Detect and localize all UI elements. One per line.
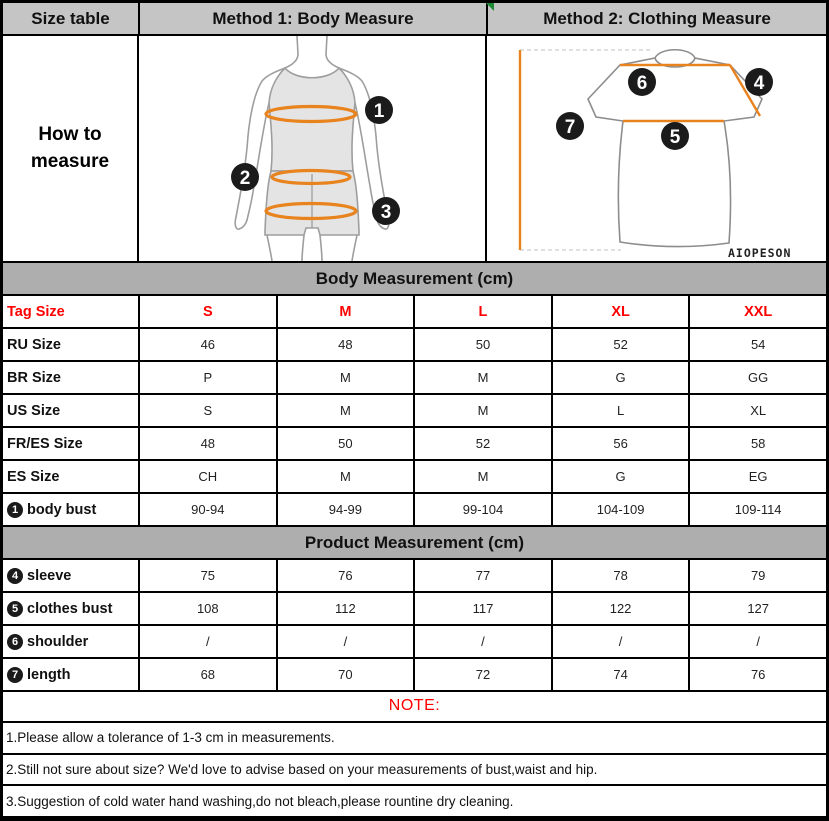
body-table-row-0 xyxy=(3,329,826,362)
body-table-cell-2-3: L xyxy=(553,395,691,426)
body-table-cell-4-3: G xyxy=(553,461,691,492)
marker-1: 1 xyxy=(373,101,385,122)
method2-heading-label: Method 2: Clothing Measure xyxy=(543,8,771,28)
body-table-cell-4-1: M xyxy=(278,461,416,492)
body-table-cell-5-3: 104-109 xyxy=(553,494,691,525)
note-item-1: 1.Please allow a tolerance of 1-3 cm in measurements. xyxy=(3,723,826,755)
product-table-cell-0-2: 77 xyxy=(415,560,553,591)
body-table-row-label xyxy=(3,329,140,360)
product-table-row-label xyxy=(3,626,140,657)
body-table-row-label xyxy=(3,428,140,459)
circled-number-icon: 5 xyxy=(7,601,23,617)
product-table-cell-0-3: 78 xyxy=(553,560,691,591)
body-table-cell-0-0: 46 xyxy=(140,329,278,360)
label-text: length xyxy=(27,666,71,683)
excel-corner-marker-icon xyxy=(486,3,494,11)
body-table-row-label xyxy=(3,494,140,525)
product-table-row-label xyxy=(3,560,140,591)
note-title-row xyxy=(3,692,826,723)
tshirt-figure-icon xyxy=(487,36,826,261)
illustration-row xyxy=(3,36,826,263)
top-header-row xyxy=(3,3,826,36)
body-table-cell-1-2: M xyxy=(415,362,553,393)
marker-2: 2 xyxy=(239,168,251,189)
label-text: US Size xyxy=(7,402,61,419)
body-measurement-title: Body Measurement (cm) xyxy=(315,268,514,288)
marker-6: 6 xyxy=(636,73,648,94)
body-table-cell-1-1: M xyxy=(278,362,416,393)
body-table-row-1 xyxy=(3,362,826,395)
body-table-cell-3-2: 52 xyxy=(415,428,553,459)
body-table-cell-5-4: 109-114 xyxy=(734,502,782,517)
product-table-cell-0-0: 75 xyxy=(140,560,278,591)
body-table-row-4 xyxy=(3,461,826,494)
body-table-row-label xyxy=(3,395,140,426)
product-table-cell-3-3: 74 xyxy=(553,659,691,690)
product-table-row-3 xyxy=(3,659,826,692)
body-table-cell-3-3: 56 xyxy=(553,428,691,459)
body-table-cell-0-1: 48 xyxy=(278,329,416,360)
body-table-cell-1-0: P xyxy=(140,362,278,393)
product-table-cell-3-2: 72 xyxy=(415,659,553,690)
product-measurement-title: Product Measurement (cm) xyxy=(304,532,525,552)
body-table-cell-4-0: CH xyxy=(140,461,278,492)
product-table-cell-2-4: / xyxy=(756,634,760,649)
how-to-measure-label: How to measure xyxy=(3,36,139,261)
body-table-cell-5-2: 99-104 xyxy=(415,494,553,525)
product-table-cell-1-2: 117 xyxy=(415,593,553,624)
body-table-cell-2-1: M xyxy=(278,395,416,426)
product-table-cell-1-1: 112 xyxy=(278,593,416,624)
product-table-cell-1-0: 108 xyxy=(140,593,278,624)
body-table-cell-3-0: 48 xyxy=(140,428,278,459)
label-text: sleeve xyxy=(27,567,72,584)
circled-number-icon: 7 xyxy=(7,667,23,683)
size-col-xl: XL xyxy=(553,296,691,327)
body-table-row-3 xyxy=(3,428,826,461)
note-item-3: 3.Suggestion of cold water hand washing,do not bleach,please rountine dry cleaning. xyxy=(3,786,826,818)
product-table-cell-2-3: / xyxy=(553,626,691,657)
marker-5: 5 xyxy=(669,127,681,148)
product-table-cell-3-1: 70 xyxy=(278,659,416,690)
label-text: shoulder xyxy=(27,633,89,650)
size-col-l: L xyxy=(415,296,553,327)
brand-text: AIOPESON xyxy=(728,246,792,260)
body-table-cell-4-4: EG xyxy=(748,469,768,484)
body-table-cell-2-4: XL xyxy=(750,403,767,418)
body-table-cell-2-2: M xyxy=(415,395,553,426)
note-item-2: 2.Still not sure about size? We'd love to advise based on your measurements of bust,waist and hip. xyxy=(3,755,826,787)
body-table-cell-0-2: 50 xyxy=(415,329,553,360)
label-text: ES Size xyxy=(7,468,60,485)
label-text: RU Size xyxy=(7,336,61,353)
label-text: body bust xyxy=(27,501,97,518)
size-col-xxl: XXL xyxy=(744,303,773,320)
method1-heading: Method 1: Body Measure xyxy=(140,3,488,34)
body-table-cell-2-0: S xyxy=(140,395,278,426)
circled-number-icon: 4 xyxy=(7,568,23,584)
body-table-cell-4-2: M xyxy=(415,461,553,492)
body-table-row-label xyxy=(3,461,140,492)
tag-size-row xyxy=(3,296,826,329)
body-measurement-title-band xyxy=(3,263,826,296)
tag-size-label: Tag Size xyxy=(3,296,140,327)
body-table-row-5 xyxy=(3,494,826,527)
size-table-heading: Size table xyxy=(3,3,140,34)
body-table-cell-5-1: 94-99 xyxy=(278,494,416,525)
label-text: FR/ES Size xyxy=(7,435,83,452)
product-table-row-label xyxy=(3,659,140,690)
body-figure-icon xyxy=(139,36,485,261)
body-measure-illustration xyxy=(139,36,487,261)
product-table-cell-1-4: 127 xyxy=(747,601,770,616)
marker-4: 4 xyxy=(753,73,765,94)
product-table-cell-2-1: / xyxy=(278,626,416,657)
product-table-cell-0-1: 76 xyxy=(278,560,416,591)
body-table-row-label xyxy=(3,362,140,393)
method2-heading xyxy=(488,3,826,34)
body-table-cell-0-3: 52 xyxy=(553,329,691,360)
body-table-cell-3-4: 58 xyxy=(750,436,766,451)
product-measurement-title-band xyxy=(3,527,826,560)
body-table-cell-1-4: GG xyxy=(748,370,769,385)
label-text: clothes bust xyxy=(27,600,113,617)
product-table-cell-1-3: 122 xyxy=(553,593,691,624)
body-table-cell-3-1: 50 xyxy=(278,428,416,459)
product-table-cell-0-4: 79 xyxy=(750,568,766,583)
product-table-cell-3-4: 76 xyxy=(750,667,766,682)
product-table-cell-2-0: / xyxy=(140,626,278,657)
product-table-cell-3-0: 68 xyxy=(140,659,278,690)
product-table-row-2 xyxy=(3,626,826,659)
circled-number-icon: 1 xyxy=(7,502,23,518)
note-title: NOTE: xyxy=(388,697,441,715)
marker-3: 3 xyxy=(380,202,392,223)
product-table-row-1 xyxy=(3,593,826,626)
label-text: BR Size xyxy=(7,369,61,386)
product-table-row-0 xyxy=(3,560,826,593)
body-table-row-2 xyxy=(3,395,826,428)
marker-7: 7 xyxy=(564,117,576,138)
tshirt-measure-illustration xyxy=(487,36,826,261)
product-table-row-label xyxy=(3,593,140,624)
size-col-m: M xyxy=(278,296,416,327)
circled-number-icon: 6 xyxy=(7,634,23,650)
body-table-cell-5-0: 90-94 xyxy=(140,494,278,525)
size-col-s: S xyxy=(140,296,278,327)
body-table-cell-1-3: G xyxy=(553,362,691,393)
body-table-cell-0-4: 54 xyxy=(750,337,766,352)
product-table-cell-2-2: / xyxy=(415,626,553,657)
